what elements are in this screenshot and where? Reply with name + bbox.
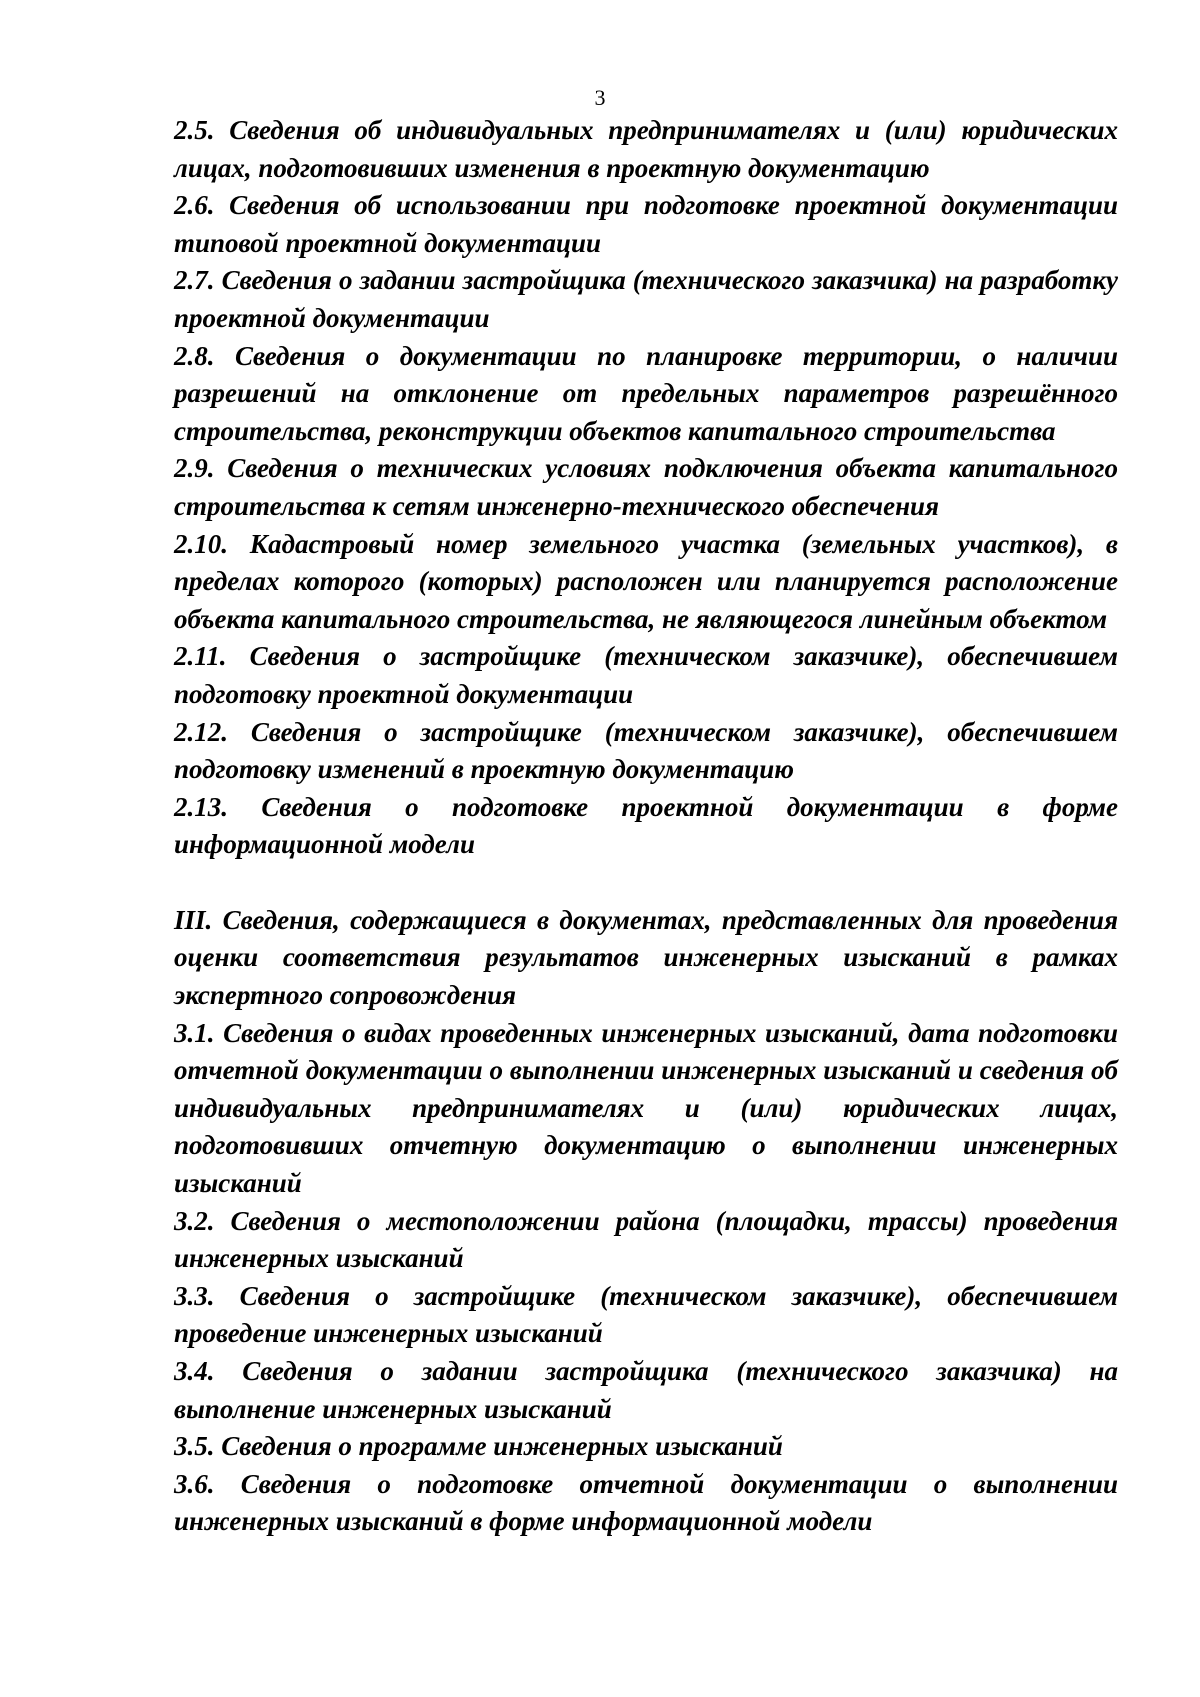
document-body <box>174 112 1118 1541</box>
item-2-12: 2.12. Сведения о застройщике (техническом заказчике), обеспечившем подготовку изменений в проектную документацию <box>174 716 1118 785</box>
section-3-heading: III. Сведения, содержащиеся в документах, представленных для проведения оценки соответствия результатов инженерных изысканий в рамках экспертного сопровождения <box>174 904 1118 1011</box>
page-number: 3 <box>594 85 606 110</box>
item-3-3: 3.3. Сведения о застройщике (техническом заказчике), обеспечившем проведение инженерных изысканий <box>174 1280 1118 1349</box>
item-3-2: 3.2. Сведения о местоположении района (площадки, трассы) проведения инженерных изысканий <box>174 1205 1118 1274</box>
item-2-5: 2.5. Сведения об индивидуальных предпринимателях и (или) юридических лицах, подготовивших изменения в проектную документацию <box>174 115 1118 183</box>
item-3-6: 3.6. Сведения о подготовке отчетной документации о выполнении инженерных изысканий в форме информационной модели <box>174 1468 1118 1537</box>
item-3-5: 3.5. Сведения о программе инженерных изысканий <box>174 1431 783 1462</box>
item-2-9: 2.9. Сведения о технических условиях подключения объекта капитального строительства к сетям инженерно-технического обеспечения <box>174 453 1118 521</box>
item-2-7: 2.7. Сведения о задании застройщика (технического заказчика) на разработку проектной документации <box>174 265 1118 333</box>
item-3-4: 3.4. Сведения о задании застройщика (технического заказчика) на выполнение инженерных изысканий <box>174 1356 1118 1424</box>
item-2-8: 2.8. Сведения о документации по планировке территории, о наличии разрешений на отклонение от предельных параметров разрешённого строительства, реконструкции объектов капитального строительства <box>174 340 1118 446</box>
item-2-11: 2.11. Сведения о застройщике (техническом заказчике), обеспечившем подготовку проектной документации <box>174 641 1118 709</box>
item-2-10: 2.10. Кадастровый номер земельного участка (земельных участков), в пределах которого (которых) расположен или планируется расположение объекта капитального строительства, не являющегося линейным объектом <box>174 528 1118 634</box>
item-2-13: 2.13. Сведения о подготовке проектной документации в форме информационной модели <box>174 791 1118 860</box>
section-spacer <box>174 864 1118 902</box>
item-3-1: 3.1. Сведения о видах проведенных инженерных изысканий, дата подготовки отчетной документации о выполнении инженерных изысканий и сведения об индивидуальных предпринимателях и (или) юридических лицах, подготовивших отчетную документацию о выполнении инженерных изысканий <box>174 1017 1118 1199</box>
item-2-6: 2.6. Сведения об использовании при подготовке проектной документации типовой проектной документации <box>174 190 1118 258</box>
